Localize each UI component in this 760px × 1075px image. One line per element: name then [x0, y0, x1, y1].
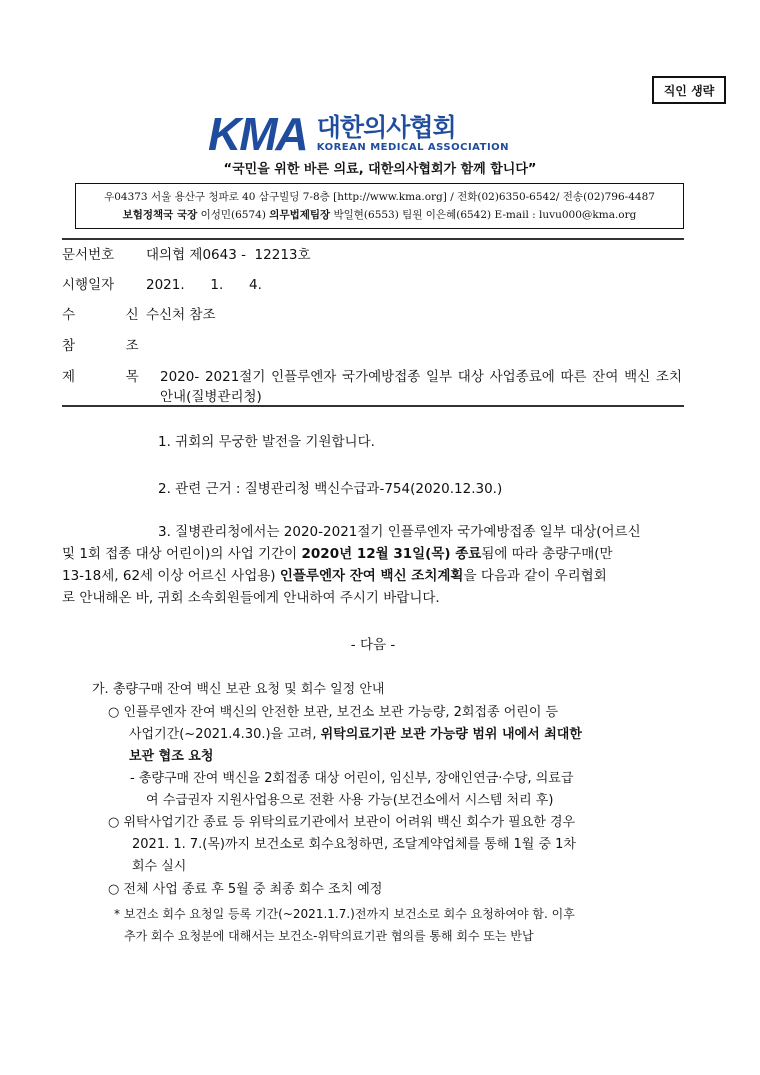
item-1-bold: 위탁의료기관 보관 가능량 범위 내에서 최대한: [320, 727, 582, 742]
paragraph-3-line-4: 로 안내해온 바, 귀회 소속회원들에게 안내하여 주시기 바랍니다.: [62, 590, 440, 606]
paragraph-3-line-1: 3. 질병관리청에서는 2020-2021절기 인플루엔자 국가예방접종 일부 대상(어르신: [158, 524, 641, 540]
paragraph-1: 1. 귀회의 무궁한 발전을 기원합니다.: [158, 434, 375, 450]
item-2-line-3: 회수 실시: [132, 859, 187, 874]
subject-divider: [62, 405, 684, 407]
section-a-title: 가. 총량구매 잔여 백신 보관 요청 및 회수 일정 안내: [92, 682, 385, 697]
seal-omitted-box: 직인 생략: [652, 76, 726, 104]
dept-label: 보험정책국 국장: [122, 209, 198, 221]
dept-person: 이성민(6574): [197, 209, 270, 221]
doc-number-label: 문서번호: [62, 247, 115, 263]
item-2-line-2: 2021. 1. 7.(목)까지 보건소로 회수요청하면, 조달계약업체를 통해 1월 중 1차: [132, 837, 576, 852]
address-line-2: [82, 206, 677, 224]
p3-c-bold: 인플루엔자 잔여 백신 조치계획: [279, 568, 464, 584]
org-name-english: KOREAN MEDICAL ASSOCIATION: [316, 142, 510, 153]
subject-label: 제 목: [62, 369, 153, 385]
paragraph-2: 2. 관련 근거 : 질병관리청 백신수급과-754(2020.12.30.): [158, 481, 503, 497]
issue-date: 2021. 1. 4.: [146, 277, 262, 293]
p3-b-text: 및 1회 접종 대상 어린이)의 사업 기간이: [62, 546, 302, 562]
contact-rest: 박일현(6553) 팀원 이은혜(6542) E-mail : luvu000@kma.org: [330, 209, 637, 221]
kma-logo-text: KMA: [208, 108, 307, 160]
section-a-note: [114, 903, 674, 947]
date-label: 시행일자: [62, 277, 115, 293]
slogan: “국민을 위한 바른 의료, 대한의사협회가 함께 합니다”: [223, 162, 537, 177]
section-a-sub-item: [130, 768, 670, 812]
paragraph-3-line-2: [62, 543, 684, 565]
org-name-korean: 대한의사협회: [316, 113, 456, 142]
p3-c-text-2: 을 다음과 같이 우리협회: [463, 568, 607, 584]
note-line-2: 추가 회수 요청분에 대해서는 보건소-위탁의료기관 협의를 통해 회수 또는 반납: [124, 929, 534, 943]
reference-row: [62, 334, 153, 354]
section-a-item-2: [108, 812, 668, 878]
note-line-1: * 보건소 회수 요청일 등록 기간(~2021.1.7.)전까지 보건소로 회수 요청하여야 함. 이후: [114, 907, 575, 921]
legal-team-label: 의무법제팀장: [269, 209, 331, 221]
reference-label: 참 조: [62, 338, 153, 354]
section-a-item-1: [108, 702, 668, 768]
section-a-item-3: ○ 전체 사업 종료 후 5월 중 최종 회수 조치 예정: [108, 882, 383, 897]
item-1-line-3: [108, 746, 668, 768]
sub-item-line-2: 여 수급권자 지원사업용으로 전환 사용 가능(보건소에서 시스템 처리 후): [146, 793, 554, 808]
paragraph-3: [62, 521, 684, 609]
item-2-line-1: ○ 위탁사업기간 종료 등 위탁의료기관에서 보관이 어려워 백신 회수가 필요한 경우: [108, 815, 576, 830]
paragraph-3-line-3: [62, 565, 684, 587]
p3-b-text-2: 됨에 따라 총량구매(만: [481, 546, 613, 562]
recipient: 수신처 참조: [146, 307, 216, 323]
doc-number: 대의협 제0643 - 12213호: [146, 247, 311, 263]
recipient-label: 수 신: [62, 307, 153, 323]
item-1-line-1: ○ 인플루엔자 잔여 백신의 안전한 보관, 보건소 보관 가능량, 2회접종 어린이 등: [108, 705, 559, 720]
item-1-text: 사업기간(~2021.4.30.)을 고려,: [129, 727, 321, 742]
header-divider: [62, 238, 684, 240]
recipient-row: [62, 303, 216, 323]
sub-item-line-1: - 총량구매 잔여 백신을 2회접종 대상 어린이, 임신부, 장애인연금·수당, 의료급: [130, 771, 574, 786]
address-box: [75, 183, 684, 229]
p3-b-bold: 2020년 12월 31일(목) 종료: [301, 546, 482, 562]
org-name: [317, 114, 509, 154]
item-1-line-2: [108, 724, 668, 746]
kma-logo: [208, 108, 510, 160]
doc-number-row: [62, 243, 311, 263]
next-heading: - 다음 -: [350, 637, 396, 653]
date-row: [62, 273, 262, 293]
item-1-bold-2: 보관 협조 요청: [129, 749, 214, 764]
subject-text: 2020- 2021절기 인플루엔자 국가예방접종 일부 대상 사업종료에 따른 잔여 백신 조치 안내(질병관리청): [160, 369, 682, 405]
address-line-1: 우04373 서울 용산구 청파로 40 삼구빌딩 7-8층 [http://www.kma.org] / 전화(02)6350-6542/ 전송(02)796-4487: [104, 191, 655, 203]
p3-c-text: 13-18세, 62세 이상 어르신 사업용): [62, 568, 280, 584]
